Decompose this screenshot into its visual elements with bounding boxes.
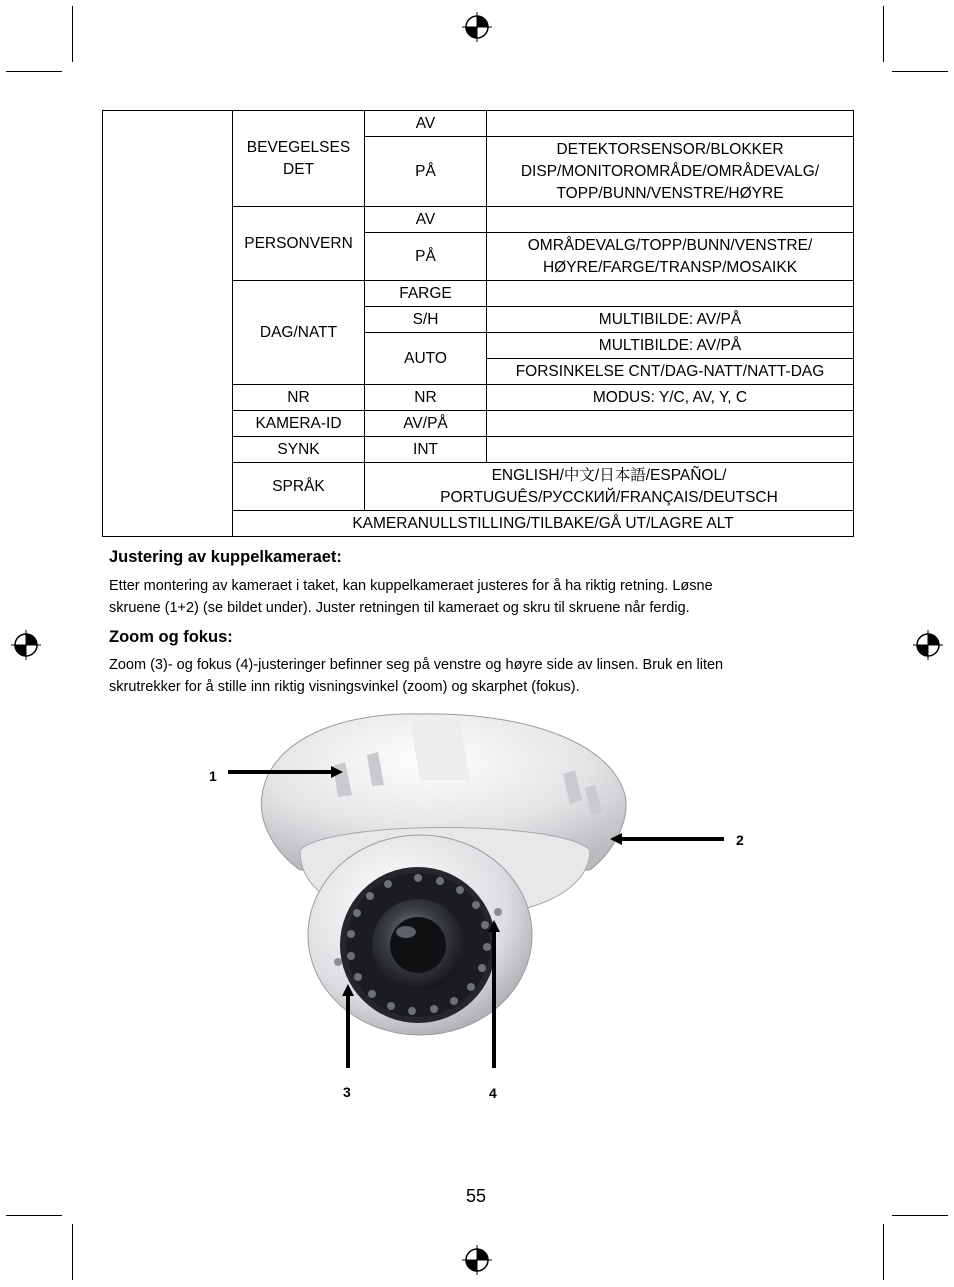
crop-mark	[72, 6, 73, 62]
section-heading-adjustment: Justering av kuppelkameraet:	[109, 548, 342, 566]
paragraph-line: Etter montering av kameraet i taket, kan kuppelkameraet justeres for å ha riktig retning. Løsne	[109, 578, 713, 594]
reset-options-cell: KAMERANULLSTILLING/TILBAKE/GÅ UT/LAGRE ALT	[233, 511, 854, 537]
callout-1-label: 1	[209, 768, 217, 784]
detail-cell: MULTIBILDE: AV/PÅ	[487, 307, 854, 333]
callout-3-label: 3	[343, 1084, 351, 1100]
detail-cell: FORSINKELSE CNT/DAG-NATT/NATT-DAG	[487, 359, 854, 385]
detail-cell	[487, 437, 854, 463]
callout-4-label: 4	[489, 1085, 497, 1101]
detail-cell	[487, 281, 854, 307]
dome-camera-illustration	[0, 700, 954, 1120]
option-cell: INT	[365, 437, 487, 463]
language-options-cell: ENGLISH/中文/日本語/ESPAÑOL/ PORTUGUÊS/РУССКИЙ/FRANÇAIS/DEUTSCH	[365, 463, 854, 511]
crop-mark	[6, 71, 62, 72]
group-cell: SYNK	[233, 437, 365, 463]
detail-cell: DETEKTORSENSOR/BLOKKER DISP/MONITOROMRÅDE/OMRÅDEVALG/ TOPP/BUNN/VENSTRE/HØYRE	[487, 137, 854, 207]
option-cell: AV	[365, 207, 487, 233]
option-cell: NR	[365, 385, 487, 411]
registration-mark-icon	[462, 12, 492, 42]
group-cell: NR	[233, 385, 365, 411]
group-cell: PERSONVERN	[233, 207, 365, 281]
registration-mark-icon	[913, 630, 943, 660]
detail-cell	[487, 111, 854, 137]
paragraph-line: skruene (1+2) (se bildet under). Juster retningen til kameraet og skru til skruene når ferdig.	[109, 600, 690, 616]
crop-mark	[883, 6, 884, 62]
crop-mark	[72, 1224, 73, 1280]
crop-mark	[6, 1215, 62, 1216]
paragraph-line: Zoom (3)- og fokus (4)-justeringer befinner seg på venstre og høyre side av linsen. Bruk en liten	[109, 657, 724, 673]
callout-2-label: 2	[736, 832, 744, 848]
registration-mark-icon	[462, 1245, 492, 1275]
option-cell: PÅ	[365, 233, 487, 281]
option-cell: PÅ	[365, 137, 487, 207]
paragraph-line: skrutrekker for å stille inn riktig visningsvinkel (zoom) og skarphet (fokus).	[109, 679, 580, 695]
detail-cell: OMRÅDEVALG/TOPP/BUNN/VENSTRE/ HØYRE/FARGE/TRANSP/MOSAIKK	[487, 233, 854, 281]
crop-mark	[892, 1215, 948, 1216]
detail-cell	[487, 411, 854, 437]
group-cell: KAMERA-ID	[233, 411, 365, 437]
detail-cell	[487, 207, 854, 233]
detail-cell: MODUS: Y/C, AV, Y, C	[487, 385, 854, 411]
crop-mark	[892, 71, 948, 72]
page-number: 55	[466, 1186, 487, 1206]
group-cell: BEVEGELSES DET	[233, 111, 365, 207]
group-cell: DAG/NATT	[233, 281, 365, 385]
option-cell: S/H	[365, 307, 487, 333]
option-cell: AUTO	[365, 333, 487, 385]
settings-menu-table	[102, 110, 854, 537]
option-cell: AV	[365, 111, 487, 137]
crop-mark	[883, 1224, 884, 1280]
group-cell: SPRÅK	[233, 463, 365, 511]
registration-mark-icon	[11, 630, 41, 660]
option-cell: FARGE	[365, 281, 487, 307]
section-heading-zoom-focus: Zoom og fokus:	[109, 628, 233, 646]
empty-menu-column	[103, 111, 233, 537]
detail-cell: MULTIBILDE: AV/PÅ	[487, 333, 854, 359]
option-cell: AV/PÅ	[365, 411, 487, 437]
